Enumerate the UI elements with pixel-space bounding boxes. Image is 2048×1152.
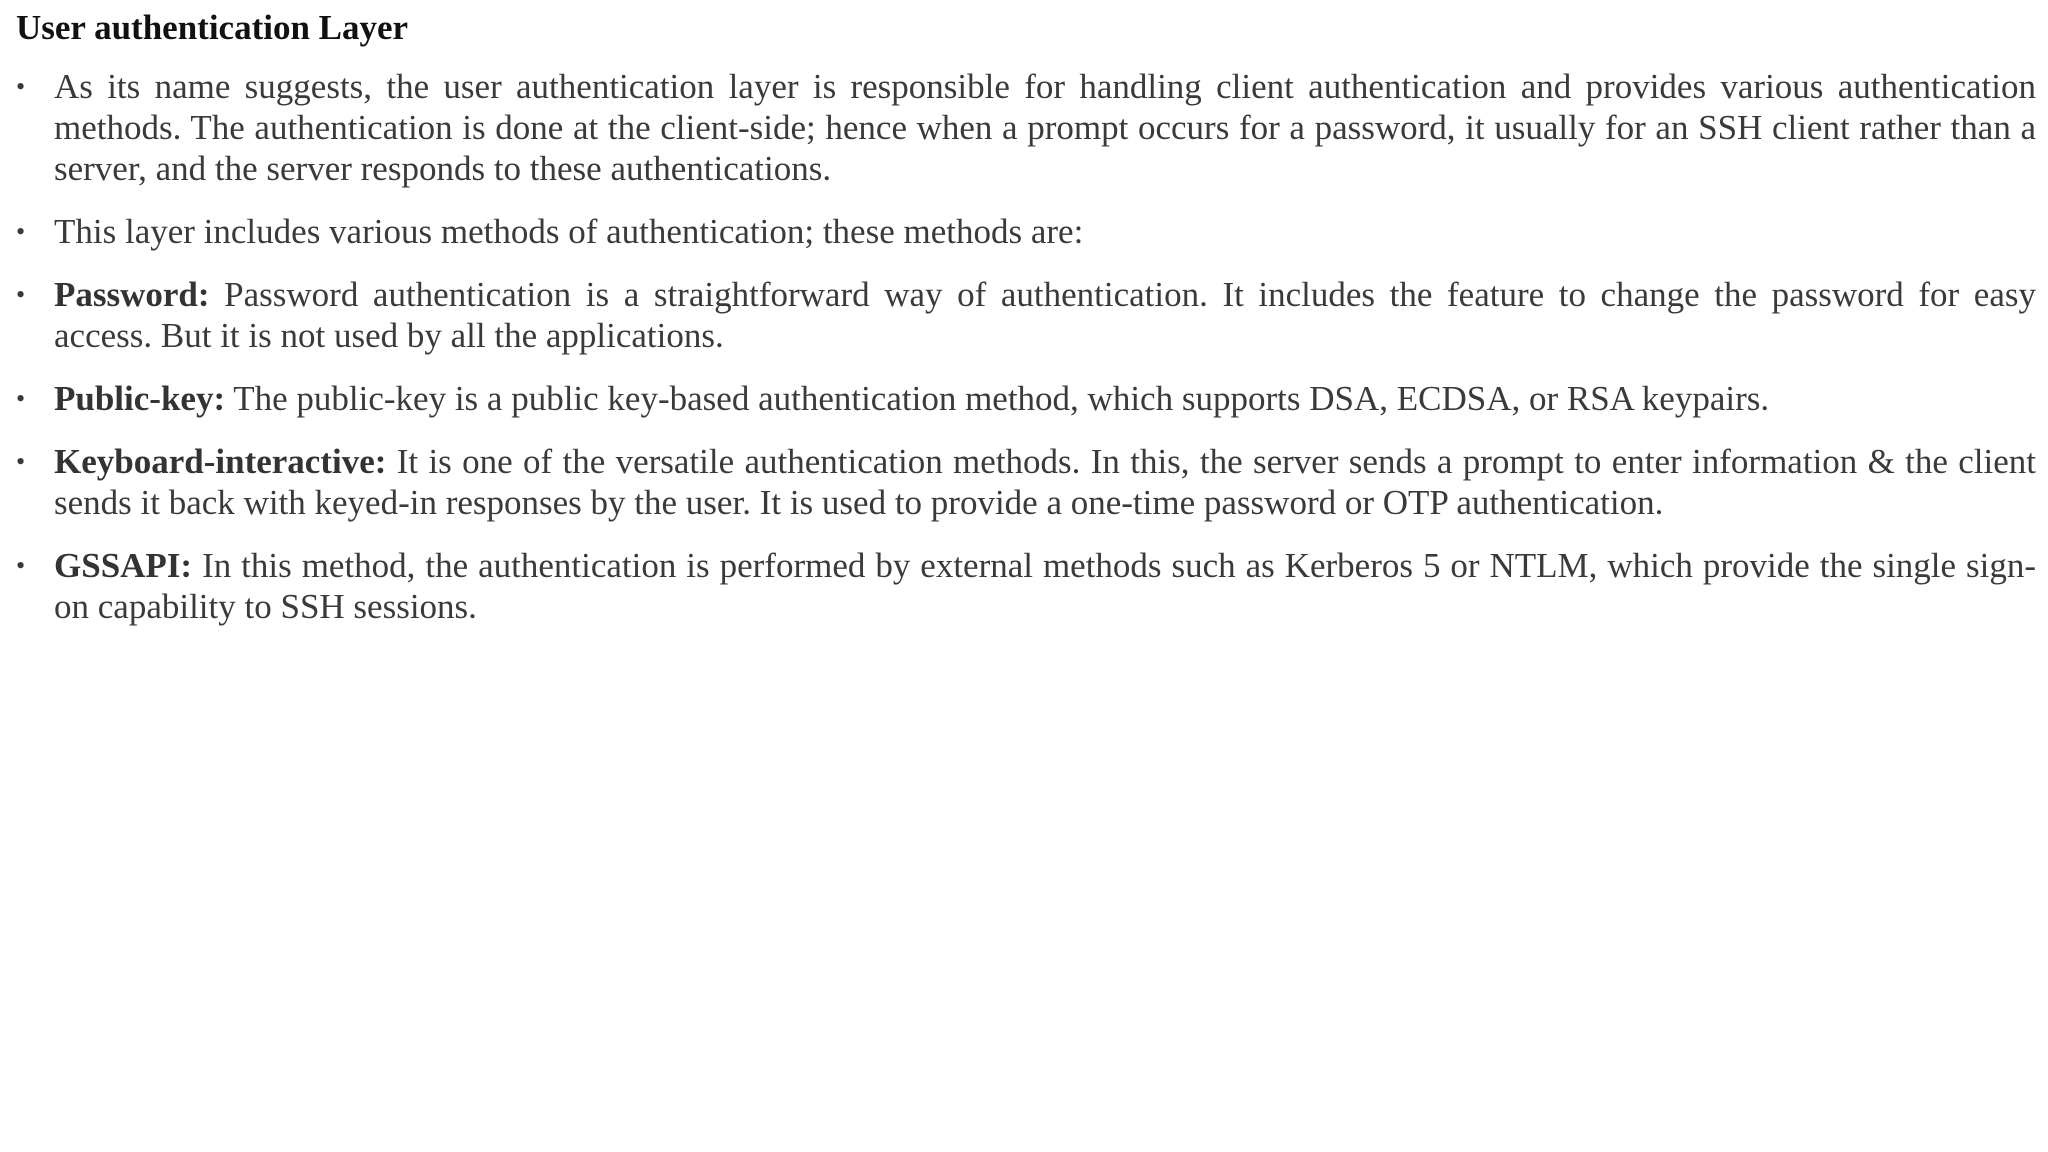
item-text: As its name suggests, the user authentication layer is responsible for handling client authentication and provides various authentication methods. The authentication is done at the client-side; hence when a prompt occurs for a password, it usually for an SSH client rather than a server, and the server responds to these authentications. <box>54 67 2036 188</box>
item-text: This layer includes various methods of authentication; these methods are: <box>54 212 1084 251</box>
item-term: Public-key: <box>54 379 226 418</box>
bullet-list <box>16 66 2036 627</box>
bullet-icon: • <box>16 447 26 476</box>
bullet-icon: • <box>16 72 26 101</box>
slide-content <box>16 6 2036 649</box>
list-item <box>16 66 2036 189</box>
list-item <box>16 274 2036 356</box>
item-text: It is one of the versatile authentication methods. In this, the server sends a prompt to enter information & the client sends it back with keyed-in responses by the user. It is used to provide a one-time password or OTP authentication. <box>54 442 2037 522</box>
item-text: Password authentication is a straightforward way of authentication. It includes the feature to change the password for easy access. But it is not used by all the applications. <box>54 275 2036 355</box>
item-term: Password: <box>54 275 210 314</box>
item-term: GSSAPI: <box>54 546 193 585</box>
item-text: The public-key is a public key-based authentication method, which supports DSA, ECDSA, or RSA keypairs. <box>233 379 1770 418</box>
item-term: Keyboard-interactive: <box>54 442 387 481</box>
bullet-icon: • <box>16 384 26 413</box>
bullet-icon: • <box>16 551 26 580</box>
page-title: User authentication Layer <box>16 8 409 47</box>
item-text: In this method, the authentication is performed by external methods such as Kerberos 5 or NTLM, which provide the single sign-on capability to SSH sessions. <box>54 546 2037 626</box>
list-item <box>16 211 2036 252</box>
bullet-icon: • <box>16 217 26 246</box>
bullet-icon: • <box>16 280 26 309</box>
list-item <box>16 545 2036 627</box>
list-item <box>16 378 2036 419</box>
list-item <box>16 441 2036 523</box>
